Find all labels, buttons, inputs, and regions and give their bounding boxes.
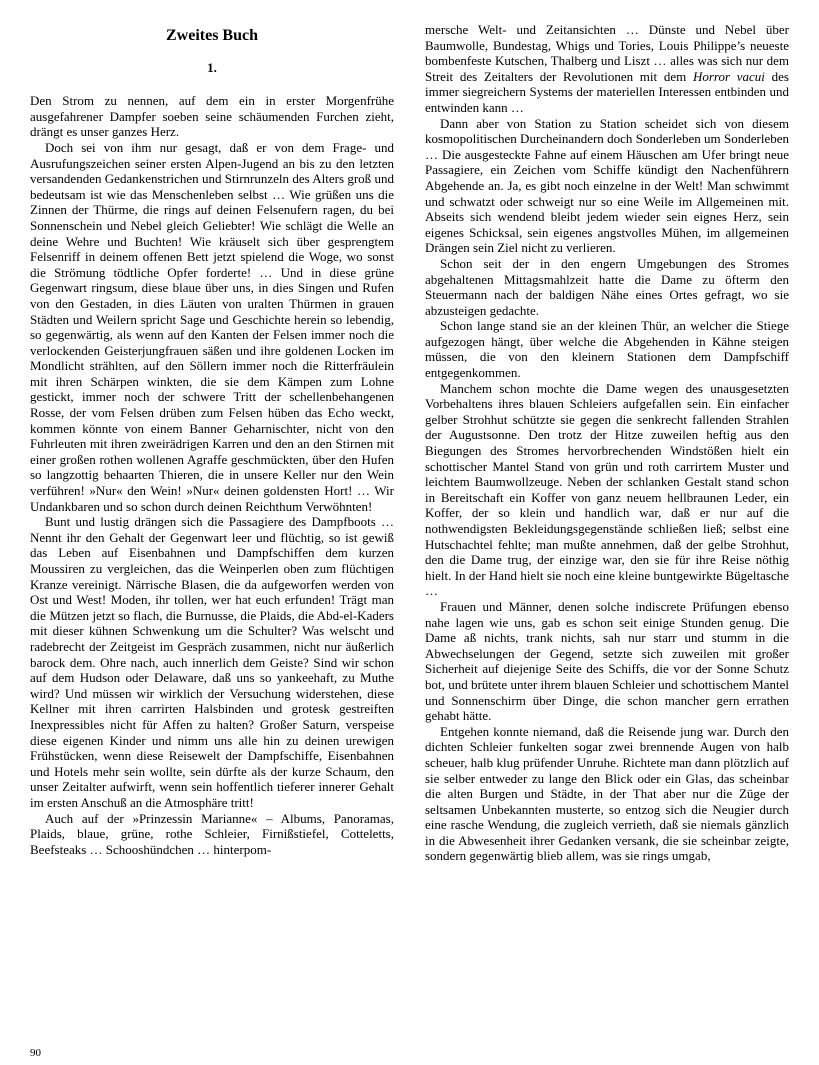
- paragraph: Auch auf der »Prinzessin Marianne« – Albums, Panoramas, Plaids, blaue, grüne, rothe Schleier, Firnißstiefel, Cotteletts, Beefsteaks … Schooshündchen … hinterpom-: [30, 810, 394, 857]
- paragraph: [425, 22, 789, 116]
- paragraph: Den Strom zu nennen, auf dem ein in erster Morgenfrühe ausgefahrener Dampfer soeben seine schäumenden Furchen zieht, drängt es unser ganzes Herz.: [30, 93, 394, 140]
- paragraph: Bunt und lustig drängen sich die Passagiere des Dampfboots … Nennt ihr den Gehalt der Gegenwart leer und flüchtig, so ist gewiß das Leben auf Eisenbahnen und Dampfschiffen dem kurzen Moussiren zu vergleichen, das die Weinperlen oben zum flüchtigen Kranze vereinigt. Närrische Blasen, die da aufgeworfen werden von Ost und West! Moden, ihr tollen, wer hat euch erfunden! Trägt man die Mützen jetzt so flach, die Burnusse, die Plaids, die Abd-el-Kaders mit dieser kühnen Schwenkung um die Schulter? Was welscht und radebrecht der Zeitgeist im Gespräch zusammen, nicht nur äußerlich barock dem. Ohre nach, auch innerlich dem Geiste? Sind wir schon auf dem Hudson oder Delaware, daß uns so yankeehaft, zu Muthe wird? Und müssen wir wirklich der Versuchung widerstehen, diese Kellner mit ihren carrirten Halsbinden und grotesk gestreiften Inexpressibles nicht für Affen zu halten? Großer Saturn, verspeise diese eigenen Kinder und nimm uns alle hin zu deinen urewigen Frühstücken, wenn diese Reisewelt der Dampfschiffe, Eisenbahnen und Hotels mehr sein wollte, sein dürfte als der kurze Schaum, den unser Zeitalter aufwirft, wenn sein hoffentlich tieferer innerer Gehalt im ersten Anschuß an die Atmosphäre tritt!: [30, 514, 394, 810]
- paragraph: Schon seit der in den engern Umgebungen des Stromes abgehaltenen Mittagsmahlzeit hatte die Dame zu öfterm den Steuermann nach der baldigen Nähe eines Ortes gefragt, wo sie abzusteigen gedachte.: [425, 255, 789, 318]
- paragraph-text: des immer siegreichern Systems der materiellen Interessen entbinden und entwinden kann …: [425, 68, 789, 115]
- paragraph-text: mersche Welt- und Zeitansichten … Dünste und Nebel über Baumwolle, Bundestag, Whigs und Tories, Louis Philippe’s neueste bombenfeste Kutschen, Thalberg und Liszt … alles was sich nur dem Streit des Zeitalters der Revolutionen mit dem: [425, 22, 789, 84]
- left-column: [30, 22, 394, 864]
- page-number: 90: [30, 1047, 41, 1059]
- paragraph: Manchem schon mochte die Dame wegen des unausgesetzten Vorbehaltens ihres blauen Schleiers aufgefallen sein. Ein einfacher gelber Strohhut schützte sie gegen die senkrecht fallenden Strahlen der Augustsonne. Den trotz der Hitze zuweilen heftig aus den Biegungen des Stromes hervorbrechenden Windstößen hielt ein schottischer Mantel Stand von grün und roth carrirtem Muster und leichtem Baumwollzeuge. Neben der schlanken Gestalt stand schon in Bereitschaft ein Koffer von ganz neuem hellbraunen Leder, ein Koffer, der so klein und handlich war, daß er nur auf die nothwendigsten Bekleidungsgegenstände schließen ließ; selbst eine Hutschachtel fehlte; man mußte annehmen, daß der gelbe Strohhut, den die Dame trug, der einzige war, den sie für ihre Reise nöthig hielt. In der Hand hielt sie noch eine kleine buntgewirkte Bügeltasche …: [425, 380, 789, 599]
- chapter-number: 1.: [207, 59, 217, 75]
- paragraph: Frauen und Männer, denen solche indiscrete Prüfungen ebenso nahe lagen wie uns, gab es schon seit einige Stunden genug. Die Dame aß nichts, trank nichts, sah nur starr und stumm in die Abwechselungen der Gegend, setzte sich zuweilen mit großer Sicherheit auf diejenige Seite des Schiffs, die vor der Sonne Schutz bot, und brütete unter ihrem blauen Schleier und schottischem Mantel und Sonnenschirm über Dinge, die schon mancher gern errathen gehabt hätte.: [425, 598, 789, 724]
- paragraph: Entgehen konnte niemand, daß die Reisende jung war. Durch den dichten Schleier funkelten sogar zwei brennende Augen von halb scheuer, halb klug prüfender Unruhe. Richtete man dann plötzlich auf sie selber entweder zu lange den Blick oder ein Glas, das scheinbar die alten Burgen und Städte, in der That aber nur die Züge der seltsamen Unbekannten musterte, so entzog sich die Neugier durch eine rasche Wendung, die zugleich verrieth, daß sie niemals gänzlich in die Abwesenheit ihrer Gedanken versank, die sie scheinbar zeigte, sondern gegenwärtig blieb allem, was sie rings umgab,: [425, 723, 789, 864]
- book-title: Zweites Buch: [166, 27, 258, 44]
- right-column: [425, 22, 789, 864]
- latin-phrase: Horror vacui: [692, 68, 765, 84]
- paragraph: Dann aber von Station zu Station scheidet sich von diesem kosmopolitischen Durcheinandern doch Sonderleben um Sonderleben … Die ausgesteckte Fahne auf einem Häuschen am Ufer bringt neue Passagiere, ein Zeichen vom Schiffe kündigt den Nachenführern Abgehende an. Ja, es gibt noch einzelne in der Welt! Man schwimmt und schwatzt oder schweigt nur so eine Weile im Allgemeinen mit. Abseits sich wendend bleibt jedem wieder sein eignes Herz, sein eigenes Schicksal, sein eigenes angstvolles Mühen, im allgemeinen Drängen sein Ziel nicht zu verlieren.: [425, 115, 789, 256]
- text-columns: [30, 22, 789, 864]
- paragraph: Schon lange stand sie an der kleinen Thür, an welcher die Stiege aufgezogen hängt, über welche die Abgehenden in Kähne steigen müssen, die von den kleinern Stationen dem Dampfschiff entgegenkommen.: [425, 318, 789, 381]
- paragraph: Doch sei von ihm nur gesagt, daß er von dem Frage- und Ausrufungszeichen seiner ersten Alpen-Jugend an bis zu den letzten versandenden Gedankenstrichen und Stirnrunzeln des Alters groß und bedeutsam ist wie das Menschenleben selbst … Wie grüßen uns die Zinnen der Thürme, die rings auf deinen Felsenufern ragen, du bei Sonnenschein und Nebel gleich Geliebter! Wie schlägt die Welle an deine Wehre und Buchten! Wie kräuselt sich über gesprengtem Felsenriff in deinem offenen Bett jetzt spielend die Woge, wo sonst die Strömung tödtliche Opfer forderte! … Und in diese grüne Gegenwart ringsum, diese blaue über uns, in dies Singen und Rufen von den Gestaden, in dies Läuten von uralten Thürmen in grauen Städten und Weilern spricht Sage und Geschichte herein so lebendig, so gegenwärtig, als wenn auf den Kanten der Felsen immer noch die verlockenden Geisterjungfrauen säßen und ihre goldenen Locken im Mondlicht strählten, auf den Söllern immer noch die Ritterfräulein mit ihren Schärpen winkten, die sie dem Kämpen zum Lohne gestickt, immer noch der schwere Tritt der schellenbehangenen Rosse, der vom Felsen drüben zum Felsen hüben das Echo weckt, kommen könnte von einem Banner Geharnischter, nicht von den Fuhrleuten mit ihren zweirädrigen Karren und den an den Stirnen mit einer großen rothen wollenen Agraffe geschmückten, über den Hufen so langzottig behaarten Thieren, die in unsere Keller nur den Wein verführen! »Nur« den Wein! »Nur« deinen goldensten Hort! … Wir Undankbaren und so schon durch deinen Reichthum Verwöhnten!: [30, 139, 394, 514]
